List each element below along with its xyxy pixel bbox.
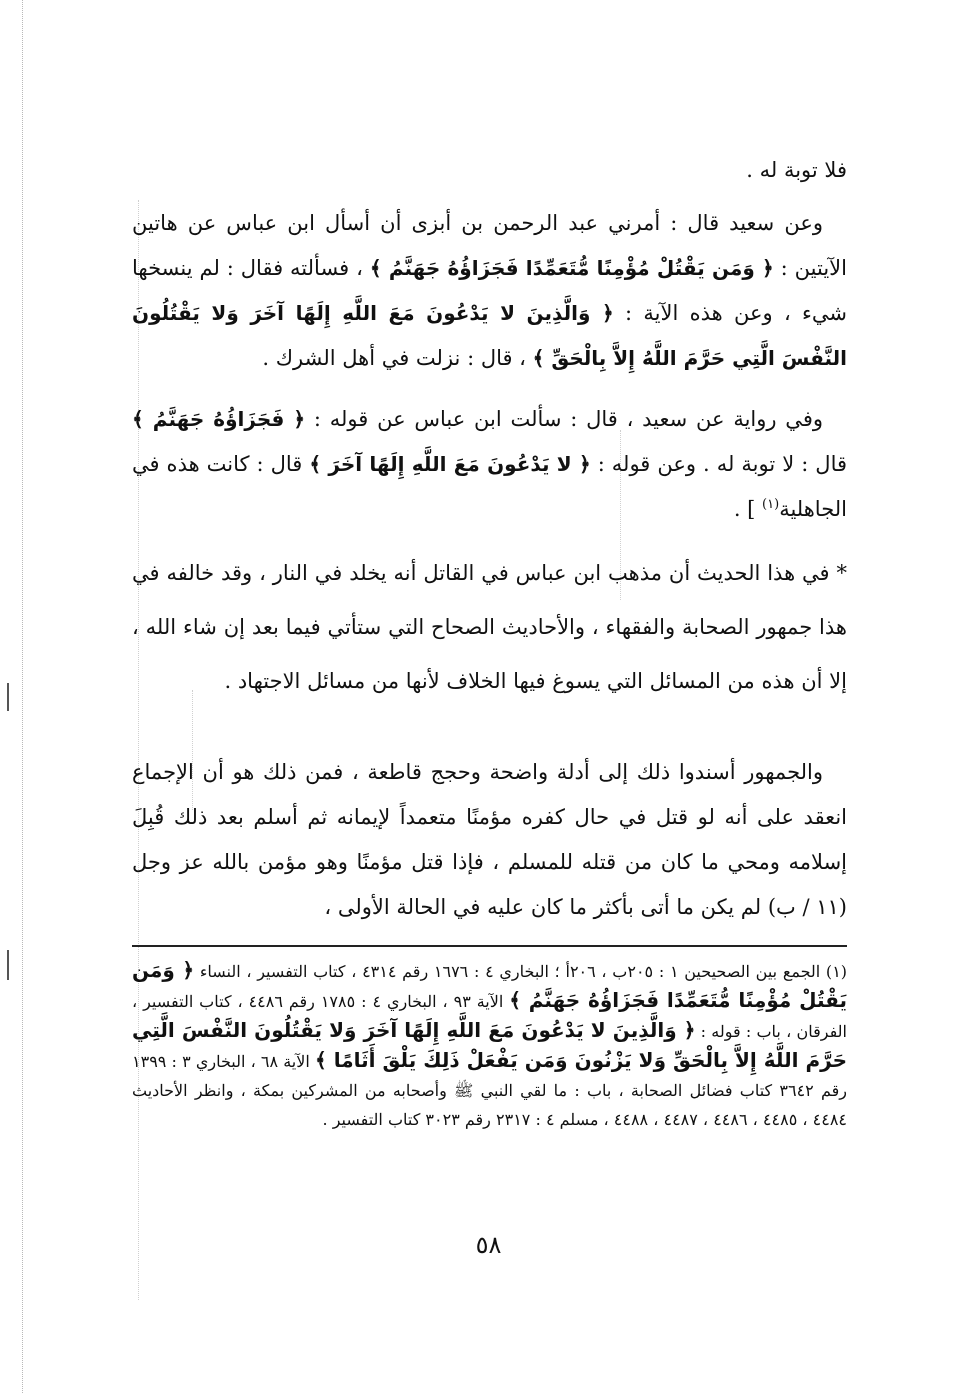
quran-verse: ﴿ وَالَّذِينَ لا يَدْعُونَ مَعَ اللَّهِ إِلَهًا آخَرَ وَلا يَقْتُلُونَ النَّفْسَ الَّتِي حَرَّمَ اللَّهُ إِلاَّ بِالْحَقِّ وَلا يَزْنُونَ وَمَن يَفْعَلْ ذَلِكَ يَلْقَ أَثَامًا ﴾ (132, 1018, 847, 1072)
paragraph-text: فلا توبة له . (746, 158, 847, 182)
paragraph-riwaya (132, 397, 847, 532)
paragraph-saeed (132, 201, 847, 381)
paragraph-text (132, 397, 847, 532)
text-run: ، قال : نزلت في أهل الشرك . (262, 346, 533, 370)
scan-artifact-line (22, 0, 23, 1393)
text-run: وعن سعيد قال : أمرني عبد الرحمن بن أبزى أن أسأل ابن عباس عن هاتين الآيتين : (132, 211, 847, 280)
footnote-text (132, 956, 847, 1134)
commentary-note (132, 546, 847, 708)
text-run: الآية ٦٨ ، البخاري ٣ : ١٣٩٩ رقم ٣٦٤٢ كتاب فضائل الصحابة ، باب : ما لقي النبي ﷺ وأصحابه من المشركين بمكة ، وانظر الأحاديث ٤٤٨٤ ، ٤٤٨٥ ، ٤٤٨٦ ، ٤٤٨٧ ، ٤٤٨٨ ، مسلم ٤ : ٢٣١٧ رقم ٣٠٢٣ كتاب التفسير . (132, 1052, 847, 1129)
quran-verse: ﴿ فَجَزَاؤُهُ جَهَنَّمُ ﴾ (132, 407, 306, 431)
text-run: قال : لا توبة له . وعن قوله : (590, 452, 848, 476)
text-run: الآية ٩٣ ، البخاري ٤ : ١٧٨٥ رقم ٤٤٨٦ ، كتاب التفسير ، الفرقان ، باب : قوله : (132, 992, 847, 1041)
quran-verse: ﴿ وَمَن يَقْتُلْ مُؤْمِنًا مُّتَعَمِّدًا فَجَزَاؤُهُ جَهَنَّمُ ﴾ (132, 958, 848, 1012)
quran-verse: ﴿ وَمَن يَقْتُلْ مُؤْمِنًا مُّتَعَمِّدًا فَجَزَاؤُهُ جَهَنَّمُ ﴾ (369, 256, 774, 280)
page-number: ٥٨ (475, 1231, 502, 1259)
text-run: (١) الجمع بين الصحيحين ١ : ٢٠٥ب ، ٢٠٦أ ؛ البخاري ٤ : ١٦٧٦ رقم ٤٣١٤ ، كتاب التفسير ، النساء (194, 962, 848, 981)
paragraph-jumhur (132, 750, 847, 930)
footnote-reference: (١) (762, 497, 780, 512)
paragraph-text (132, 201, 847, 381)
text-run: ] . (733, 497, 763, 521)
paragraph-text: والجمهور أسندوا ذلك إلى أدلة واضحة وحجج قاطعة ، فمن ذلك هو أن الإجماع انعقد على أنه لو قتل في حال كفره مؤمنًا متعمداً لإيمانه ثم أسلم بعد ذلك قُبِلَ إسلامه ومحي ما كان من قتله للمسلم ، فإذا قتل مؤمنًا وهو مؤمن بالله عز وجل (١١ / ب) لم يكن ما أتى بأكثر ما كان عليه في الحالة الأولى ، (132, 760, 847, 919)
text-run: وفي رواية عن سعيد ، قال : سألت ابن عباس عن قوله : (305, 407, 823, 431)
scan-edge-mark (7, 950, 9, 980)
scan-edge-mark (7, 683, 9, 711)
paragraph-first (132, 148, 847, 193)
footnote (132, 956, 847, 1134)
paragraph-text: * في هذا الحديث أن مذهب ابن عباس في القاتل أنه يخلد في النار ، وقد خالفه في هذا جمهور الصحابة والفقهاء ، والأحاديث الصحاح التي ستأتي فيما بعد إن شاء الله ، إلا أن هذه من المسائل التي يسوغ فيها الخلاف لأنها من مسائل الاجتهاد . (132, 561, 847, 693)
quran-verse: ﴿ وَالَّذِينَ لا يَدْعُونَ مَعَ اللَّهِ إِلَهًا آخَرَ وَلا يَقْتُلُونَ النَّفْسَ الَّتِي حَرَّمَ اللَّهُ إِلاَّ بِالْحَقِّ ﴾ (132, 301, 847, 370)
text-run: قال : كانت هذه في الجاهلية (132, 452, 847, 521)
quran-verse: ﴿ لا يَدْعُونَ مَعَ اللَّهِ إِلَهًا آخَرَ ﴾ (309, 452, 591, 476)
footnote-separator (132, 945, 847, 947)
text-run: ، فسألته فقال : لم ينسخها شيء ، وعن هذه الآية : (132, 256, 847, 325)
